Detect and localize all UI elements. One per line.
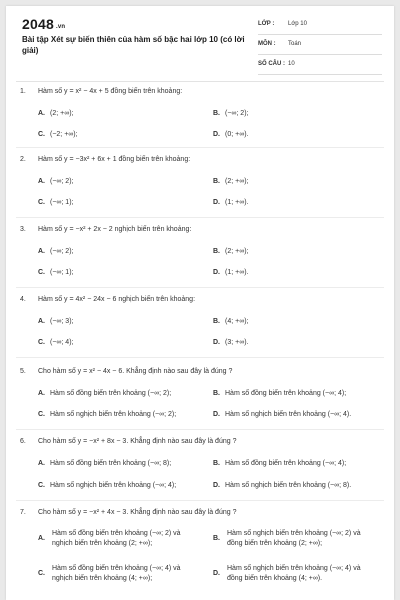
meta-value-class: Lớp 10 (288, 21, 307, 27)
option-a[interactable] (38, 317, 73, 327)
option-text: Hàm số đồng biến trên khoảng (−∞; 4); (225, 460, 347, 467)
option-text: (2; +∞); (50, 110, 74, 117)
question-text: Cho hàm số y = x² − 4x − 6. Khẳng định nào sau đây là đúng ? (38, 368, 233, 375)
option-a[interactable] (38, 459, 171, 469)
option-label: D. (213, 411, 220, 418)
option-label: A. (38, 535, 45, 542)
question-text: Cho hàm số y = −x² + 4x − 3. Khẳng định nào sau đây là đúng ? (38, 509, 237, 516)
option-c[interactable] (38, 268, 73, 278)
option-c[interactable] (38, 198, 73, 208)
logo-suffix: .vn (55, 24, 66, 30)
meta-value-subject: Toán (288, 41, 302, 47)
option-text: (−∞; 2); (50, 178, 74, 185)
option-text: (2; +∞); (225, 178, 249, 185)
option-text: Hàm số đồng biến trên khoảng (−∞; 4) và nghịch biến trên khoảng (4; +∞); (52, 565, 181, 582)
option-label: B. (213, 390, 220, 397)
site-logo[interactable] (22, 16, 65, 32)
option-label: D. (213, 482, 220, 489)
option-label: D. (213, 131, 220, 138)
option-label: D. (213, 339, 220, 346)
option-text: Hàm số nghịch biến trên khoảng (−∞; 4); (50, 482, 177, 489)
question-number: 1. (20, 88, 26, 95)
option-label: C. (38, 570, 45, 577)
option-a[interactable] (38, 109, 73, 119)
question-text: Hàm số y = x² − 4x + 5 đồng biến trên khoảng: (38, 88, 183, 95)
option-d[interactable] (213, 338, 248, 348)
option-c[interactable] (38, 410, 176, 420)
option-d[interactable] (213, 268, 248, 278)
option-text: Hàm số nghịch biến trên khoảng (−∞; 8). (225, 482, 352, 489)
option-label: A. (38, 178, 45, 185)
option-text: (3; +∞). (225, 339, 249, 346)
option-a[interactable] (38, 247, 73, 257)
option-a[interactable] (38, 389, 171, 399)
option-text: Hàm số nghịch biến trên khoảng (−∞; 2); (50, 411, 177, 418)
meta-key-count: SỐ CÂU : (258, 61, 285, 67)
question-text: Hàm số y = −3x² + 6x + 1 đồng biến trên khoảng: (38, 156, 191, 163)
option-b[interactable] (213, 389, 346, 399)
option-c[interactable] (38, 338, 73, 348)
option-d[interactable] (213, 481, 351, 491)
question-separator (16, 147, 384, 148)
document-header (6, 6, 394, 78)
option-label: B. (213, 535, 220, 542)
option-d[interactable] (213, 410, 351, 420)
document-page (6, 6, 394, 600)
option-label: B. (213, 460, 220, 467)
option-text: Hàm số nghịch biến trên khoảng (−∞; 2) và đồng biến trên khoảng (2; +∞); (227, 530, 361, 547)
option-text: (−∞; 3); (50, 318, 74, 325)
option-d[interactable] (213, 130, 248, 140)
question-text: Cho hàm số y = −x² + 8x − 3. Khẳng định nào sau đây là đúng ? (38, 438, 237, 445)
option-text: Hàm số đồng biến trên khoảng (−∞; 2); (50, 390, 172, 397)
option-d[interactable] (213, 198, 248, 208)
option-label: A. (38, 460, 45, 467)
option-label: B. (213, 248, 220, 255)
option-text: (0; +∞). (225, 131, 249, 138)
option-text: (−∞; 1); (50, 269, 74, 276)
meta-table (258, 17, 382, 77)
meta-key-class: LỚP : (258, 21, 275, 27)
question-separator (16, 429, 384, 430)
meta-row-subject (258, 37, 382, 55)
option-label: C. (38, 131, 45, 138)
logo-text: 2048 (22, 16, 54, 32)
meta-key-subject: MÔN : (258, 41, 276, 47)
question-text: Hàm số y = 4x² − 24x − 6 nghịch biến trên khoảng: (38, 296, 196, 303)
option-label: A. (38, 248, 45, 255)
option-text: (−∞; 1); (50, 199, 74, 206)
option-label: D. (213, 570, 220, 577)
option-text: (−∞; 4); (50, 339, 74, 346)
option-a[interactable] (38, 177, 73, 187)
question-separator (16, 217, 384, 218)
option-b[interactable] (213, 177, 248, 187)
option-b[interactable] (213, 459, 346, 469)
option-label: B. (213, 318, 220, 325)
option-text: Hàm số đồng biến trên khoảng (−∞; 8); (50, 460, 172, 467)
option-label: A. (38, 390, 45, 397)
option-c[interactable] (38, 130, 78, 140)
option-text: (2; +∞); (225, 248, 249, 255)
option-text: Hàm số nghịch biến trên khoảng (−∞; 4) và đồng biến trên khoảng (4; +∞). (227, 565, 361, 582)
question-separator (16, 357, 384, 358)
option-label: A. (38, 110, 45, 117)
option-label: A. (38, 318, 45, 325)
question-number: 3. (20, 226, 26, 233)
option-text: Hàm số nghịch biến trên khoảng (−∞; 4). (225, 411, 352, 418)
option-b[interactable] (213, 317, 248, 327)
option-text: Hàm số đồng biến trên khoảng (−∞; 2) và nghịch biến trên khoảng (2; +∞); (52, 530, 181, 547)
question-text: Hàm số y = −x² + 2x − 2 nghịch biến trên khoảng: (38, 226, 192, 233)
option-label: C. (38, 199, 45, 206)
option-label: B. (213, 110, 220, 117)
option-text: (−∞; 2); (225, 110, 249, 117)
question-number: 5. (20, 368, 26, 375)
option-label: D. (213, 269, 220, 276)
option-b[interactable] (213, 109, 248, 119)
meta-row-class (258, 17, 382, 35)
question-number: 4. (20, 296, 26, 303)
option-text: (1; +∞). (225, 269, 249, 276)
option-text: (4; +∞); (225, 318, 249, 325)
option-text: (1; +∞). (225, 199, 249, 206)
meta-value-count: 10 (288, 61, 295, 67)
question-separator (16, 500, 384, 501)
question-number: 7. (20, 509, 26, 516)
question-number: 2. (20, 156, 26, 163)
option-label: C. (38, 411, 45, 418)
question-separator (16, 287, 384, 288)
header-divider (16, 81, 384, 82)
question-number: 6. (20, 438, 26, 445)
option-label: C. (38, 269, 45, 276)
option-label: B. (213, 178, 220, 185)
option-label: D. (213, 199, 220, 206)
option-text: (−2; +∞); (50, 131, 78, 138)
option-text: Hàm số đồng biến trên khoảng (−∞; 4); (225, 390, 347, 397)
document-title: Bài tập Xét sự biến thiên của hàm số bậc hai lớp 10 (có lời giải) (22, 35, 245, 55)
option-c[interactable] (38, 481, 176, 491)
option-b[interactable] (213, 247, 248, 257)
option-text: (−∞; 2); (50, 248, 74, 255)
option-label: C. (38, 339, 45, 346)
meta-row-count (258, 57, 382, 75)
option-label: C. (38, 482, 45, 489)
